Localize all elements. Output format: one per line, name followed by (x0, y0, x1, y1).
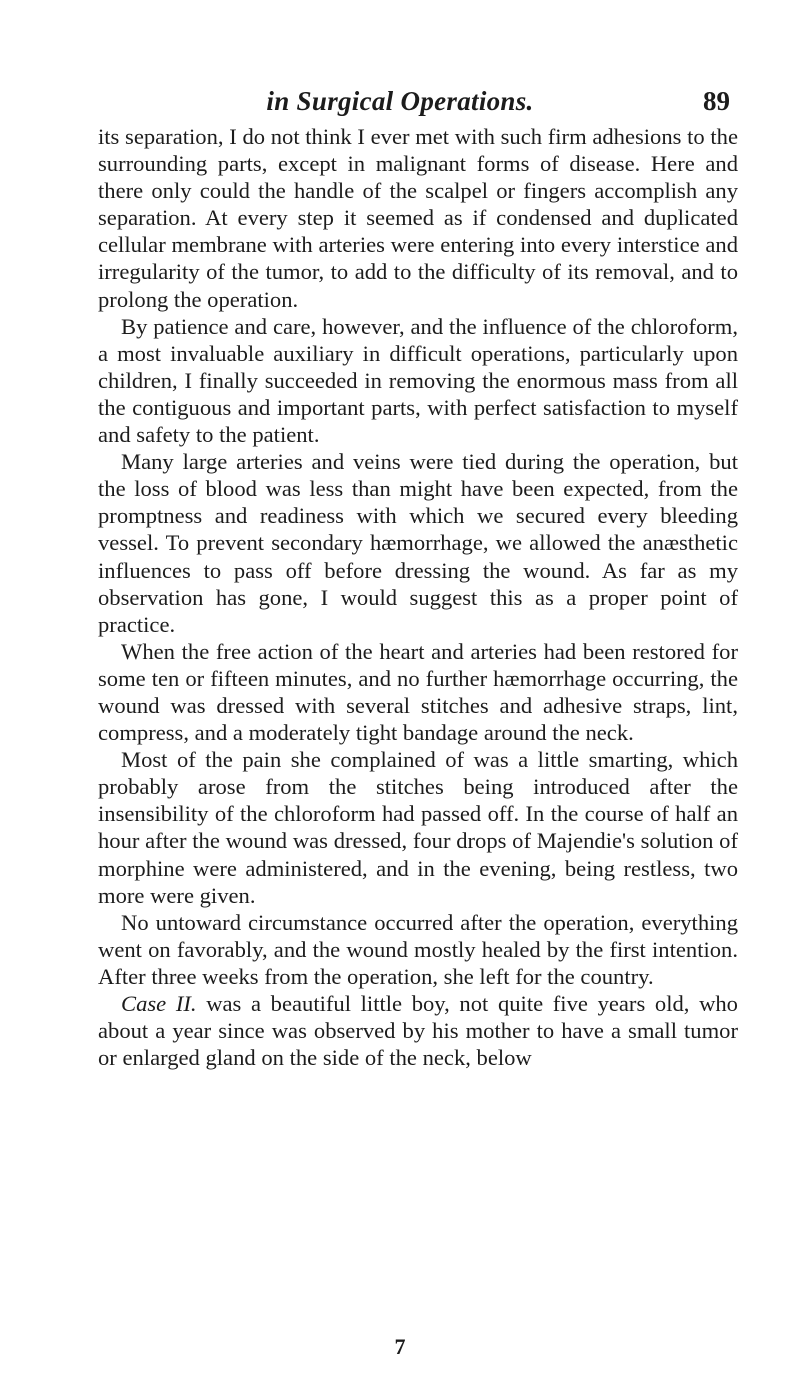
paragraph: No untoward circumstance occurred after the operation, everything went on favorably, and the wound mostly healed by the first intention. After three weeks from the operation, she left for the country. (98, 909, 738, 989)
running-title: in Surgical Operations. (266, 86, 534, 116)
paragraph: By patience and care, however, and the influence of the chloroform, a most invaluable auxiliary in difficult operations, particularly upon children, I finally succeeded in removing the enormous mass from all the contiguous and important parts, with perfect satisfaction to myself and safety to the patient. (98, 313, 738, 448)
case-label: Case II. (121, 991, 197, 1016)
paragraph-continued: its separation, I do not think I ever met with such firm adhesions to the surrounding parts, except in malignant forms of disease. Here and there only could the handle of the scalpel or fingers accomplish any separation. At every step it seemed as if condensed and duplicated cellular membrane with arteries were entering into every interstice and irregularity of the tumor, to add to the difficulty of its removal, and to prolong the operation. (98, 124, 738, 312)
paragraph: Many large arteries and veins were tied during the operation, but the loss of blood was less than might have been expected, from the promptness and readiness with which we secured every bleeding vessel. To prevent secondary hæmorrhage, we allowed the anæsthetic influences to pass off before dressing the wound. As far as my observation has gone, I would suggest this as a proper point of practice. (98, 449, 738, 637)
body-text (98, 123, 738, 1071)
paragraph: When the free action of the heart and arteries had been restored for some ten or fifteen minutes, and no further hæmorrhage occurring, the wound was dressed with several stitches and adhesive straps, lint, compress, and a moderately tight bandage around the neck. (98, 638, 738, 746)
running-head (0, 78, 800, 118)
case-text: was a beautiful little boy, not quite five years old, who about a year since was observed by his mother to have a small tumor or enlarged gland on the side of the neck, below (98, 991, 738, 1071)
paragraph: Most of the pain she complained of was a little smarting, which probably arose from the stitches being introduced after the insensibility of the chloroform had passed off. In the course of half an hour after the wound was dressed, four drops of Majendie's solution of morphine were administered, and in the evening, being restless, two more were given. (98, 747, 738, 908)
signature-mark: 7 (394, 1334, 406, 1359)
page-number: 89 (703, 86, 730, 116)
case-paragraph (98, 990, 738, 1071)
